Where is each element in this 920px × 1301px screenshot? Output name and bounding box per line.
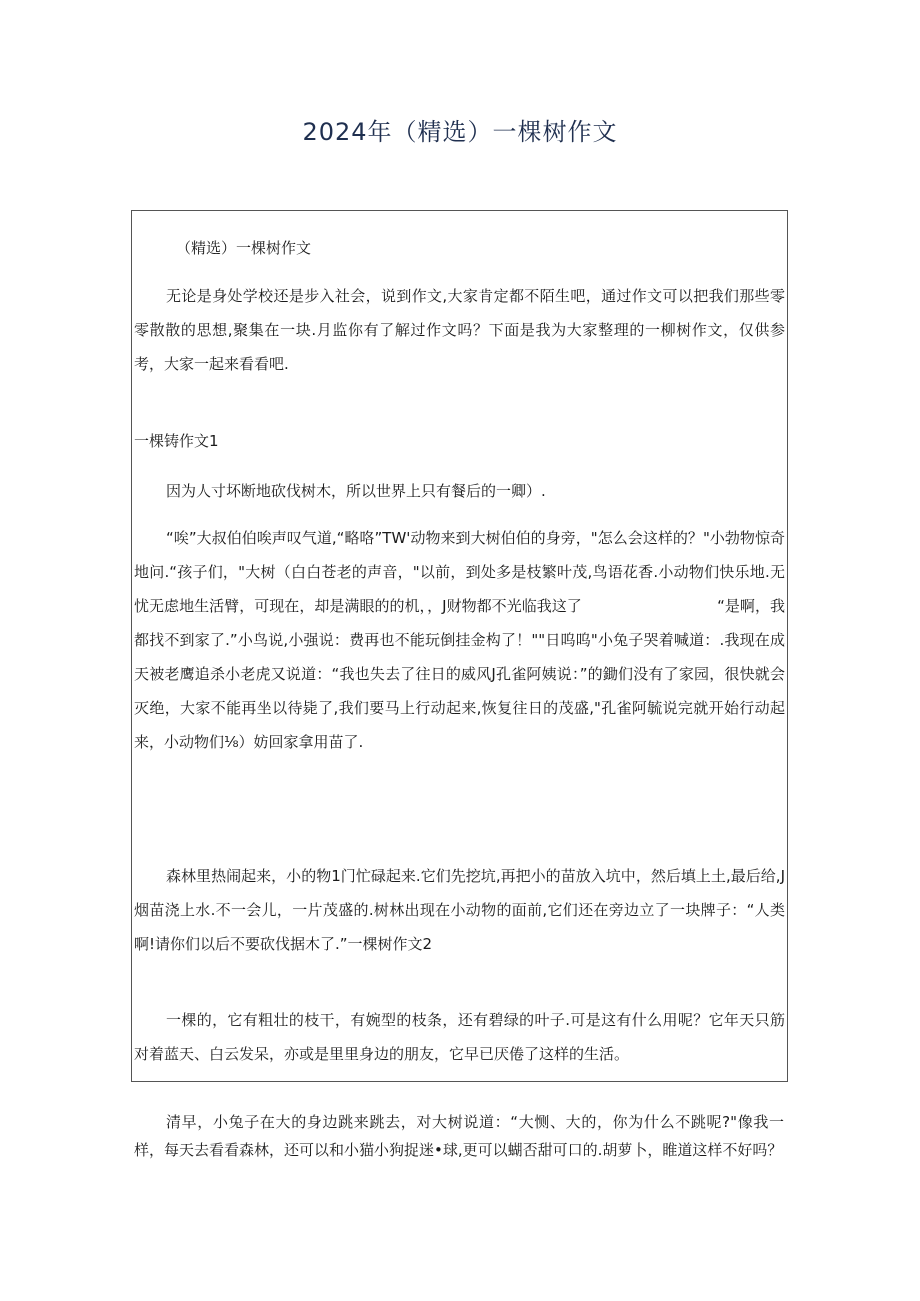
intro-paragraph: 无论是身处学校还是步入社会，说到作文,大家肯定都不陌生吧，通过作文可以把我们那些零零散散的思想,聚集在一块.月监你有了解过作文吗？下面是我为大家整理的一柳树作文，仅供参考，大家一起来看看吧. (134, 287, 785, 373)
paragraph: 森林里热闹起来，小的物1门忙碌起来.它们先挖坑,再把小的苗放入坑中，然后填上土,最后给,J烟苗浇上水.不一会儿，一片茂盛的.树林出现在小动物的面前,它们还在旁边立了一块牌子：“人类啊!请你们以后不要砍伐据木了.”一棵树作文2 (134, 867, 785, 953)
subtitle: （精选）一棵树作文 (176, 239, 312, 257)
paragraph: 一棵的，它有粗壮的枝干，有婉型的枝条，还有碧绿的叶子.可是这有什么用呢？它年天只筋对着蓝天、白云发呆，亦或是里里身边的朋友，它早已厌倦了这样的生活。 (134, 1011, 785, 1063)
section-heading-1: 一棵铸作文1 (134, 432, 219, 450)
content-frame (131, 210, 788, 1082)
paragraph: 因为人寸坏断地砍伐树木，所以世界上只有餐后的一卿）. (166, 482, 546, 500)
document-title: 2024年（精选）一棵树作文 (302, 118, 618, 146)
paragraph: “唉”大叔伯伯唉声叹气道,“略咯”TW'动物来到大树伯伯的身旁，"怎么会这样的？"小勃物惊奇地问.“孩子们，"大树（白白苍老的声音，"以前，到处多是枝繁叶茂,鸟语花香.小动物们快乐地.无忧无虑地生活臂，可现在，却是满眼的的机，，J财物都不光临我这了 “是啊，我都找不到家了.”小鸟说,小强说：费再也不能玩倒挂金构了！""日呜呜"小兔子哭着喊道：.我现在成天被老鹰追杀小老虎又说道：“我也失去了往日的威风J孔雀阿姨说：”的鋤们没有了家园，很快就会灭绝，大家不能再坐以待毙了,我们要马上行动起来,恢复往日的茂盛,"孔雀阿毓说完就开始行动起来，小动物们⅛）妨回家拿用苗了. (134, 529, 785, 751)
outside-paragraph: 清早，小兔子在大的身边跳来跳去，对大树说道：“大恻、大的，你为什么不跳呢?"像我一样，每天去看看森林，还可以和小猫小狗捉迷•球,更可以蝴否甜可口的.胡萝卜，睢道这样不好吗？ (134, 1113, 784, 1159)
